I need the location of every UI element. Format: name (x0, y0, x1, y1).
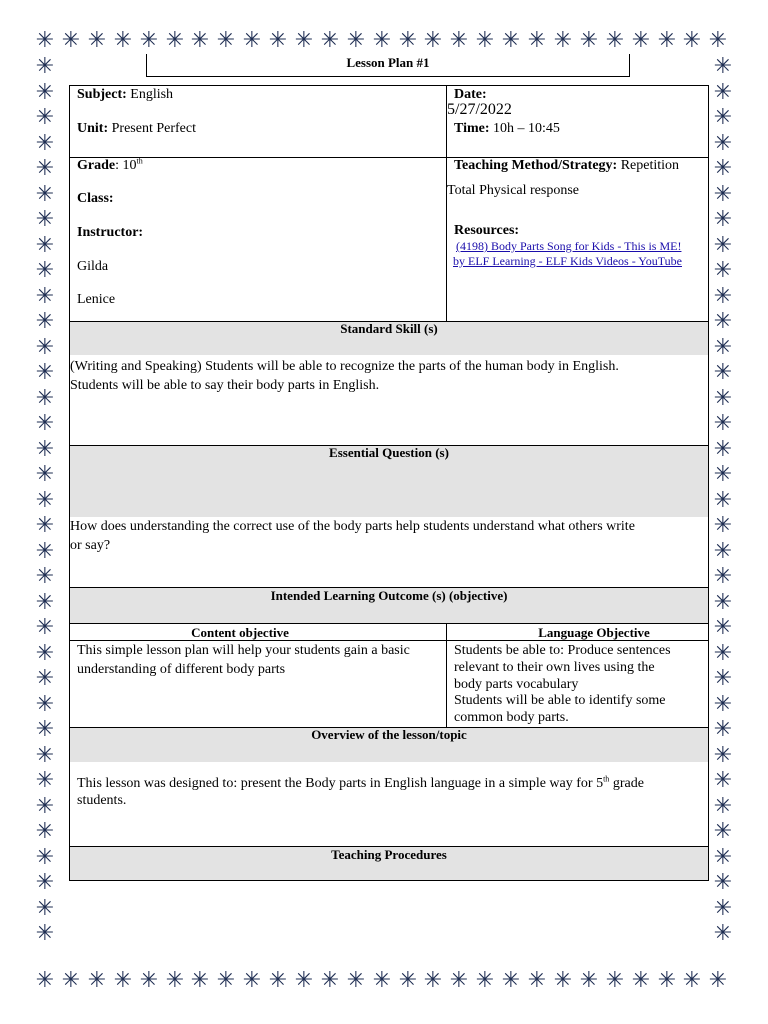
lesson-plan-table (69, 85, 709, 881)
star-border-icon: ✳ (475, 28, 495, 53)
star-border-icon: ✳ (35, 590, 55, 615)
star-border-icon: ✳ (605, 968, 625, 993)
star-border-icon: ✳ (35, 743, 55, 768)
teaching-procedures-heading: Teaching Procedures (331, 847, 447, 862)
star-border-icon: ✳ (713, 182, 733, 207)
standard-skill-heading: Standard Skill (s) (340, 321, 438, 336)
star-border-icon: ✳ (713, 666, 733, 691)
star-border-icon: ✳ (631, 968, 651, 993)
star-border-icon: ✳ (294, 968, 314, 993)
star-border-icon: ✳ (216, 968, 236, 993)
star-border-icon: ✳ (372, 28, 392, 53)
star-border-icon: ✳ (713, 539, 733, 564)
star-border-icon: ✳ (139, 968, 159, 993)
unit-field: Unit: Present Perfect (77, 121, 196, 136)
star-border-icon: ✳ (713, 615, 733, 640)
star-border-icon: ✳ (713, 743, 733, 768)
resource-link[interactable]: (4198) Body Parts Song for Kids - This is ME! (456, 239, 682, 253)
star-border-icon: ✳ (713, 207, 733, 232)
language-objective-text: relevant to their own lives using the (454, 660, 655, 675)
star-border-icon: ✳ (449, 968, 469, 993)
essential-question-text: How does understanding the correct use of the body parts help students understand what others write (70, 519, 635, 534)
star-border-icon: ✳ (35, 513, 55, 538)
star-border-icon: ✳ (35, 794, 55, 819)
column-divider (446, 86, 447, 321)
star-border-icon: ✳ (320, 28, 340, 53)
overview-text: students. (77, 793, 127, 808)
star-border-icon: ✳ (682, 968, 702, 993)
star-border-icon: ✳ (713, 462, 733, 487)
star-border-icon: ✳ (713, 564, 733, 589)
star-border-icon: ✳ (35, 921, 55, 946)
star-border-icon: ✳ (35, 488, 55, 513)
star-border-icon: ✳ (713, 641, 733, 666)
star-border-icon: ✳ (372, 968, 392, 993)
star-border-icon: ✳ (35, 258, 55, 283)
star-border-icon: ✳ (423, 28, 443, 53)
star-border-icon: ✳ (165, 968, 185, 993)
star-border-icon: ✳ (553, 968, 573, 993)
star-border-icon: ✳ (527, 968, 547, 993)
overview-text: This lesson was designed to: present the Body parts in English language in a simple way for 5th grade (77, 774, 644, 791)
star-border-icon: ✳ (113, 968, 133, 993)
date-label: Date: (454, 87, 487, 102)
language-objective-text: body parts vocabulary (454, 677, 579, 692)
star-border-icon: ✳ (708, 28, 728, 53)
star-border-icon: ✳ (501, 968, 521, 993)
star-border-icon: ✳ (501, 28, 521, 53)
star-border-icon: ✳ (713, 896, 733, 921)
star-border-icon: ✳ (713, 437, 733, 462)
resources-label: Resources: (454, 223, 520, 238)
star-border-icon: ✳ (87, 968, 107, 993)
star-border-icon: ✳ (268, 28, 288, 53)
star-border-icon: ✳ (708, 968, 728, 993)
star-border-icon: ✳ (35, 717, 55, 742)
star-border-icon: ✳ (713, 335, 733, 360)
standard-skill-text: (Writing and Speaking) Students will be able to recognize the parts of the human body in English. (70, 359, 619, 374)
star-border-icon: ✳ (113, 28, 133, 53)
star-border-icon: ✳ (35, 615, 55, 640)
star-border-icon: ✳ (713, 717, 733, 742)
resource-link-line2[interactable]: by ELF Learning - ELF Kids Videos - YouTube (453, 254, 682, 268)
star-border-icon: ✳ (579, 968, 599, 993)
star-border-icon: ✳ (190, 28, 210, 53)
standard-skill-text: Students will be able to say their body parts in English. (70, 378, 380, 393)
star-border-icon: ✳ (268, 968, 288, 993)
star-border-icon: ✳ (165, 28, 185, 53)
star-border-icon: ✳ (35, 968, 55, 993)
star-border-icon: ✳ (35, 54, 55, 79)
star-border-icon: ✳ (713, 411, 733, 436)
method-field: Teaching Method/Strategy: Repetition (454, 158, 680, 173)
overview-heading: Overview of the lesson/topic (311, 727, 467, 742)
star-border-icon: ✳ (242, 968, 262, 993)
star-border-icon: ✳ (35, 386, 55, 411)
star-border-icon: ✳ (35, 896, 55, 921)
class-label: Class: (77, 191, 114, 206)
star-border-icon: ✳ (579, 28, 599, 53)
language-objective-text: Students be able to: Produce sentences (454, 643, 671, 658)
star-border-icon: ✳ (35, 870, 55, 895)
star-border-icon: ✳ (216, 28, 236, 53)
content-objective-heading: Content objective (191, 625, 289, 640)
star-border-icon: ✳ (713, 284, 733, 309)
star-border-icon: ✳ (713, 590, 733, 615)
star-border-icon: ✳ (35, 641, 55, 666)
star-border-icon: ✳ (682, 28, 702, 53)
star-border-icon: ✳ (527, 28, 547, 53)
star-border-icon: ✳ (35, 233, 55, 258)
star-border-icon: ✳ (35, 564, 55, 589)
star-border-icon: ✳ (35, 182, 55, 207)
method-value-line2: Total Physical response (447, 183, 579, 198)
star-border-icon: ✳ (35, 692, 55, 717)
star-border-icon: ✳ (35, 411, 55, 436)
content-objective-text: understanding of different body parts (77, 662, 286, 677)
star-border-icon: ✳ (35, 28, 55, 53)
star-border-icon: ✳ (713, 54, 733, 79)
star-border-icon: ✳ (713, 258, 733, 283)
star-border-icon: ✳ (713, 156, 733, 181)
star-border-icon: ✳ (713, 768, 733, 793)
star-border-icon: ✳ (346, 28, 366, 53)
star-border-icon: ✳ (35, 666, 55, 691)
star-border-icon: ✳ (713, 513, 733, 538)
star-border-icon: ✳ (61, 968, 81, 993)
subject-field: Subject: English (77, 87, 174, 102)
star-border-icon: ✳ (346, 968, 366, 993)
star-border-icon: ✳ (35, 845, 55, 870)
star-border-icon: ✳ (35, 156, 55, 181)
star-border-icon: ✳ (190, 968, 210, 993)
star-border-icon: ✳ (713, 233, 733, 258)
learning-outcome-heading: Intended Learning Outcome (s) (objective) (270, 588, 508, 603)
star-border-icon: ✳ (713, 386, 733, 411)
star-border-icon: ✳ (713, 131, 733, 156)
star-border-icon: ✳ (87, 28, 107, 53)
star-border-icon: ✳ (35, 819, 55, 844)
star-border-icon: ✳ (35, 207, 55, 232)
language-objective-text: common body parts. (454, 710, 569, 725)
star-border-icon: ✳ (713, 309, 733, 334)
row-divider (70, 640, 708, 641)
star-border-icon: ✳ (35, 131, 55, 156)
star-border-icon: ✳ (398, 28, 418, 53)
instructor-name: Gilda (77, 259, 109, 274)
grade-field: Grade: 10th (77, 156, 143, 173)
star-border-icon: ✳ (35, 462, 55, 487)
star-border-icon: ✳ (320, 968, 340, 993)
star-border-icon: ✳ (398, 968, 418, 993)
content-objective-text: This simple lesson plan will help your students gain a basic (77, 643, 410, 658)
star-border-icon: ✳ (35, 309, 55, 334)
star-border-icon: ✳ (713, 488, 733, 513)
star-border-icon: ✳ (713, 921, 733, 946)
star-border-icon: ✳ (294, 28, 314, 53)
star-border-icon: ✳ (35, 80, 55, 105)
instructor-label: Instructor: (77, 225, 144, 240)
essential-question-text: or say? (70, 538, 111, 553)
star-border-icon: ✳ (475, 968, 495, 993)
star-border-icon: ✳ (35, 437, 55, 462)
star-border-icon: ✳ (713, 870, 733, 895)
star-border-icon: ✳ (61, 28, 81, 53)
star-border-icon: ✳ (713, 845, 733, 870)
star-border-icon: ✳ (631, 28, 651, 53)
star-border-icon: ✳ (35, 335, 55, 360)
star-border-icon: ✳ (605, 28, 625, 53)
star-border-icon: ✳ (242, 28, 262, 53)
star-border-icon: ✳ (35, 105, 55, 130)
language-objective-heading: Language Objective (538, 625, 650, 640)
star-border-icon: ✳ (713, 794, 733, 819)
star-border-icon: ✳ (139, 28, 159, 53)
star-border-icon: ✳ (553, 28, 573, 53)
star-border-icon: ✳ (657, 968, 677, 993)
star-border-icon: ✳ (423, 968, 443, 993)
star-border-icon: ✳ (35, 360, 55, 385)
lesson-plan-title: Lesson Plan #1 (146, 54, 630, 77)
star-border-icon: ✳ (35, 539, 55, 564)
star-border-icon: ✳ (713, 692, 733, 717)
star-border-icon: ✳ (35, 768, 55, 793)
star-border-icon: ✳ (35, 284, 55, 309)
instructor-name: Lenice (77, 292, 116, 307)
language-objective-text: Students will be able to identify some (454, 693, 666, 708)
time-field: Time: 10h – 10:45 (454, 121, 560, 136)
star-border-icon: ✳ (713, 819, 733, 844)
star-border-icon: ✳ (449, 28, 469, 53)
star-border-icon: ✳ (713, 360, 733, 385)
date-value: 5/27/2022 (447, 101, 512, 118)
star-border-icon: ✳ (713, 105, 733, 130)
star-border-icon: ✳ (713, 80, 733, 105)
essential-question-heading: Essential Question (s) (329, 445, 449, 460)
star-border-icon: ✳ (657, 28, 677, 53)
